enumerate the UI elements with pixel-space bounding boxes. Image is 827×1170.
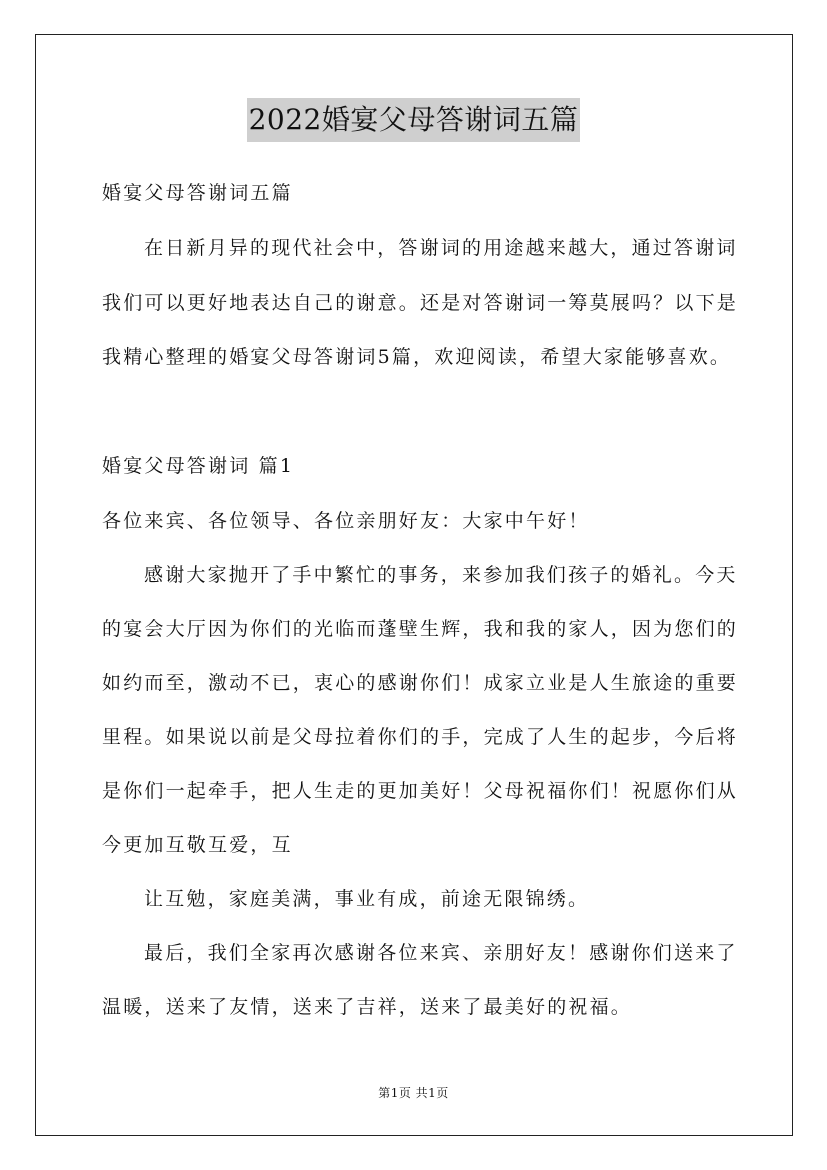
paragraph1-line-5: 是你们一起牵手，把人生走的更加美好！父母祝福你们！祝愿你们从 (102, 780, 739, 802)
intro-line-2: 我们可以更好地表达自己的谢意。还是对答谢词一筹莫展吗？以下是 (102, 292, 739, 314)
paragraph1-line-1: 感谢大家抛开了手中繁忙的事务，来参加我们孩子的婚礼。今天 (144, 564, 738, 586)
paragraph1-line-6: 今更加互敬互爱，互 (102, 834, 293, 856)
intro-line-3: 我精心整理的婚宴父母答谢词5篇，欢迎阅读，希望大家能够喜欢。 (102, 346, 732, 368)
paragraph3-line-1: 最后，我们全家再次感谢各位来宾、亲朋好友！感谢你们送来了 (144, 942, 738, 964)
subtitle: 婚宴父母答谢词五篇 (102, 182, 293, 204)
paragraph3-line-2: 温暖，送来了友情，送来了吉祥，送来了最美好的祝福。 (102, 996, 633, 1018)
document-title: 2022婚宴父母答谢词五篇 (247, 98, 581, 142)
paragraph1-line-2: 的宴会大厅因为你们的光临而蓬壁生辉，我和我的家人，因为您们的 (102, 618, 739, 640)
paragraph1-line-3: 如约而至，激动不已，衷心的感谢你们！成家立业是人生旅途的重要 (102, 672, 739, 694)
title-container (0, 98, 827, 142)
intro-line-1: 在日新月异的现代社会中，答谢词的用途越来越大，通过答谢词 (144, 237, 738, 259)
paragraph2-line: 让互勉，家庭美满，事业有成，前途无限锦绣。 (144, 888, 590, 910)
section-heading: 婚宴父母答谢词 篇1 (102, 455, 295, 477)
page-footer: 第1页 共1页 (378, 1086, 449, 1100)
paragraph1-line-4: 里程。如果说以前是父母拉着你们的手，完成了人生的起步，今后将 (102, 726, 739, 748)
greeting-line: 各位来宾、各位领导、各位亲朋好友：大家中午好！ (102, 510, 590, 532)
